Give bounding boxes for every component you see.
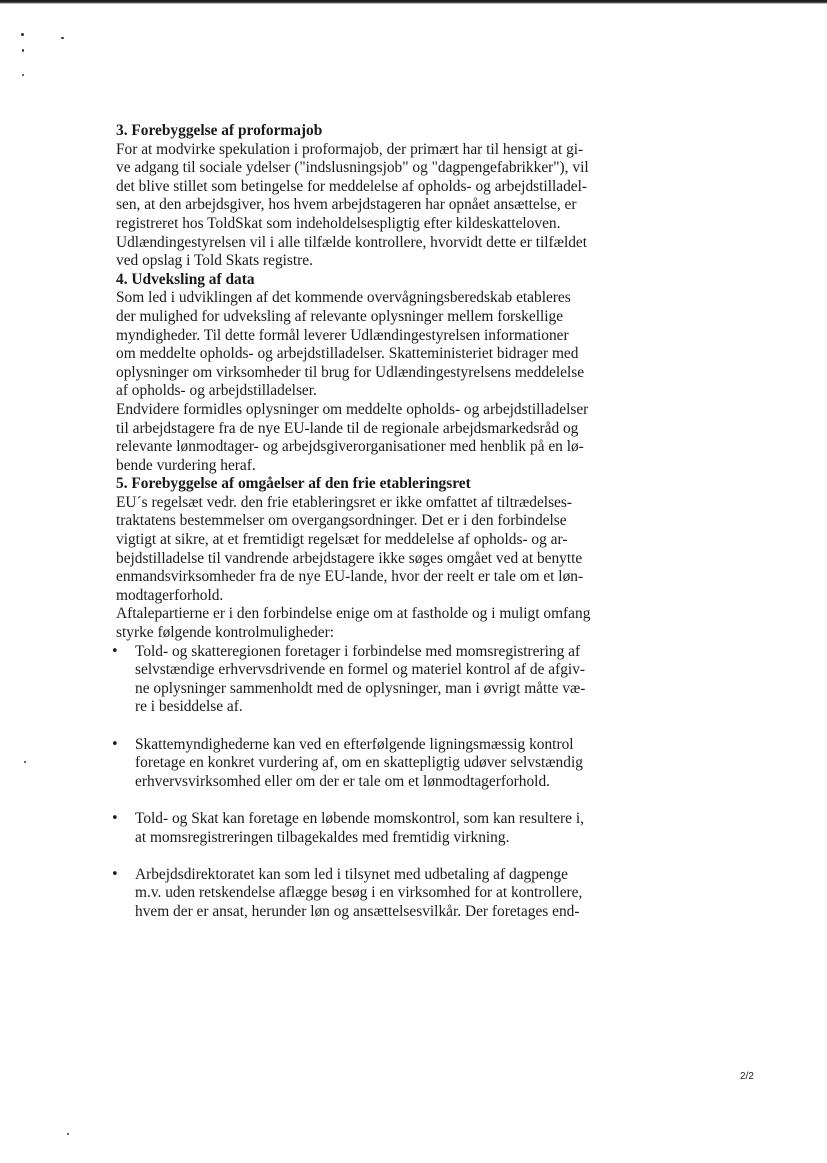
text-line: modtagerforhold.: [116, 586, 224, 604]
text-line: Told- og skatteregionen foretager i forbindelse med momsregistrering af: [135, 642, 581, 660]
bullet-icon: •: [111, 643, 119, 659]
scan-speck: [67, 1133, 69, 1135]
text-line: myndigheder. Til dette formål leverer Udlændingestyrelsen informationer: [116, 326, 569, 344]
text-line: styrke følgende kontrolmuligheder:: [116, 624, 334, 642]
text-line: Udlændingestyrelsen vil i alle tilfælde kontrollere, hvorvidt dette er tilfældet: [116, 233, 588, 251]
text-line: registreret hos ToldSkat som indeholdelsespligtig efter kildeskatteloven.: [116, 214, 561, 232]
list-item: [111, 809, 628, 847]
scan-speck: [22, 49, 24, 52]
text-line: Arbejdsdirektoratet kan som led i tilsynet med udbetaling af dagpenge: [135, 865, 568, 883]
section-heading: 3. Forebyggelse af proformajob: [116, 122, 323, 139]
bullet-icon: •: [111, 810, 119, 826]
text-line: traktatens bestemmelser om overgangsordninger. Det er i den forbindelse: [116, 512, 567, 530]
text-line: erhvervsvirksomhed eller om der er tale om et lønmodtagerforhold.: [135, 772, 550, 790]
section-4-paragraph: [116, 271, 628, 401]
section-5-paragraph: [116, 475, 628, 605]
document-page: [111, 122, 628, 940]
section-3-paragraph: [116, 122, 628, 234]
text-line: det blive stillet som betingelse for meddelelse af opholds- og arbejdstilladel-: [116, 177, 588, 195]
section-3-paragraph: [116, 234, 628, 271]
text-line: bende vurdering heraf.: [116, 456, 256, 474]
text-line: Told- og Skat kan foretage en løbende momskontrol, som kan resultere i,: [135, 809, 584, 827]
section-heading: 5. Forebyggelse af omgåelser af den frie etableringsret: [116, 475, 471, 493]
text-line: til arbejdstagere fra de nye EU-lande til de regionale arbejdsmarkedsråd og: [116, 419, 579, 437]
list-item: [111, 735, 628, 792]
text-line: bejdstilladelse til vandrende arbejdstagere ikke søges omgået ved at benytte: [116, 549, 583, 567]
text-line: Endvidere formidles oplysninger om meddelte opholds- og arbejdstilladelser: [116, 400, 589, 418]
scan-speck: [61, 37, 64, 39]
control-measures-list: [111, 642, 628, 922]
text-line: om meddelte opholds- og arbejdstilladelser. Skatteministeriet bidrager med: [116, 345, 579, 363]
text-line: enmandsvirksomheder fra de nye EU-lande, hvor der reelt er tale om et løn-: [116, 568, 584, 586]
text-line: ved opslag i Told Skats registre.: [116, 252, 313, 270]
scan-speck: [22, 74, 24, 76]
text-line: ne oplysninger sammenholdt med de oplysninger, man i øvrigt måtte væ-: [135, 679, 586, 697]
scan-speck: [21, 33, 24, 36]
text-line: Aftalepartierne er i den forbindelse enige om at fastholde og i muligt omfang: [116, 605, 591, 623]
list-item: [111, 642, 628, 717]
bullet-icon: •: [111, 866, 119, 882]
text-line: hvem der er ansat, herunder løn og ansættelsesvilkår. Der foretages end-: [135, 902, 580, 920]
scan-speck: [24, 761, 26, 763]
text-line: m.v. uden retskendelse aflægge besøg i en virksomhed for at kontrollere,: [135, 884, 583, 902]
section-4-paragraph: [116, 401, 628, 475]
section-5-paragraph: [116, 605, 628, 642]
page-number: 2/2: [740, 1071, 754, 1082]
text-line: foretage en konkret vurdering af, om en skattepligtig udøver selvstændig: [135, 754, 583, 772]
text-line: vigtigt at sikre, at et fremtidigt regelsæt for meddelelse af opholds- og ar-: [116, 531, 568, 549]
text-line: af opholds- og arbejdstilladelser.: [116, 382, 317, 400]
text-line: sen, at den arbejdsgiver, hos hvem arbejdstageren har opnået ansættelse, er: [116, 196, 577, 214]
text-line: oplysninger om virksomheder til brug for Udlændingestyrelsens meddelelse: [116, 363, 585, 381]
scan-top-edge: [0, 0, 827, 4]
section-heading: 4. Udveksling af data: [116, 270, 255, 288]
text-line: der mulighed for udveksling af relevante oplysninger mellem forskellige: [116, 307, 564, 325]
text-line: ve adgang til sociale ydelser ("indslusningsjob" og "dagpengefabrikker"), vil: [116, 159, 589, 177]
text-line: at momsregistreringen tilbagekaldes med fremtidig virkning.: [135, 828, 510, 846]
text-line: relevante lønmodtager- og arbejdsgiverorganisationer med henblik på en lø-: [116, 438, 584, 456]
text-line: selvstændige erhvervsdrivende en formel og materiel kontrol af de afgiv-: [135, 661, 586, 679]
bullet-icon: •: [111, 736, 119, 752]
text-line: For at modvirke spekulation i proformajob, der primært har til hensigt at gi-: [116, 140, 584, 158]
text-line: EU´s regelsæt vedr. den frie etableringsret er ikke omfattet af tiltrædelses-: [116, 493, 572, 511]
text-line: Skattemyndighederne kan ved en efterfølgende ligningsmæssig kontrol: [135, 735, 574, 753]
text-line: Som led i udviklingen af det kommende overvågningsberedskab etableres: [116, 289, 571, 307]
list-item: [111, 865, 628, 922]
text-line: re i besiddelse af.: [135, 698, 243, 716]
